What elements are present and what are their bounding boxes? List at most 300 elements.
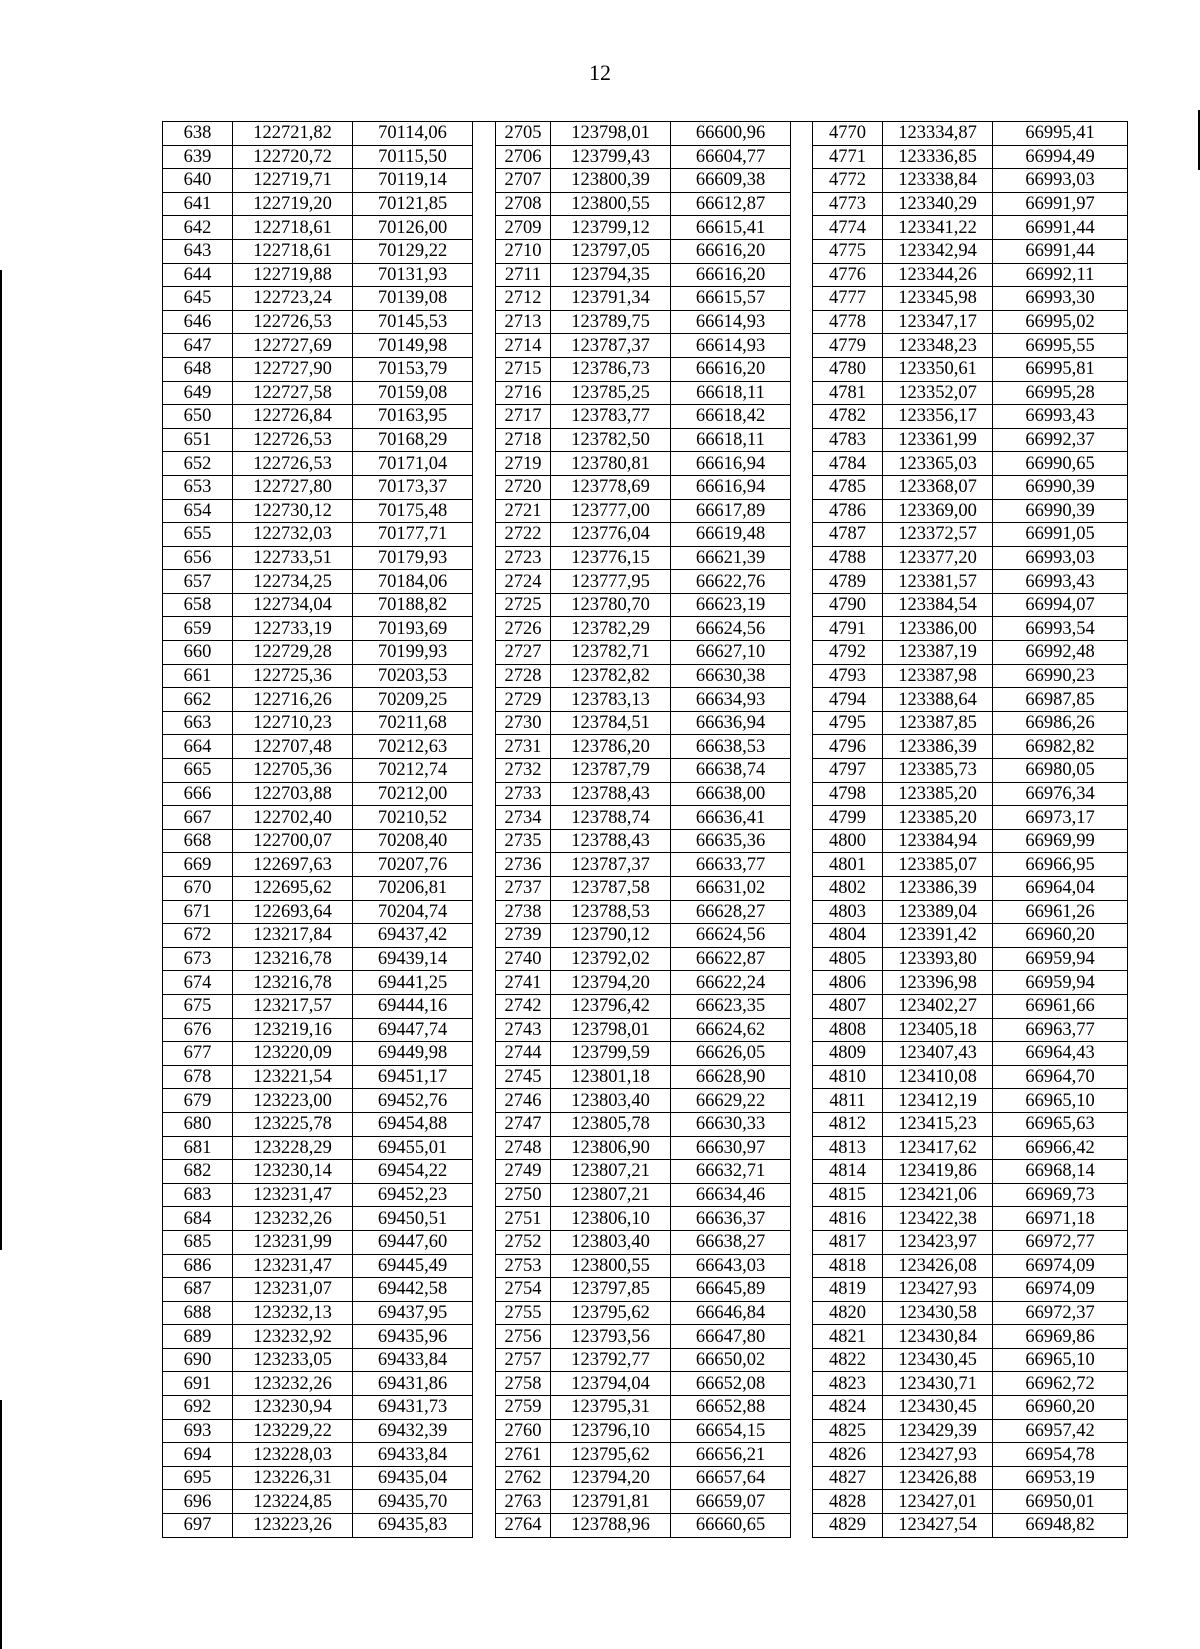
column-gap — [473, 877, 496, 901]
block-2-x-coordinate: 123798,01 — [551, 1018, 671, 1042]
block-1-point-number: 648 — [163, 357, 233, 381]
block-2-y-coordinate: 66638,27 — [671, 1230, 791, 1254]
block-2-x-coordinate: 123792,77 — [551, 1348, 671, 1372]
block-2-x-coordinate: 123794,35 — [551, 263, 671, 287]
block-2-point-number: 2750 — [496, 1183, 551, 1207]
block-2-point-number: 2729 — [496, 688, 551, 712]
block-1-y-coordinate: 70163,95 — [353, 405, 473, 429]
block-3-point-number: 4781 — [813, 381, 883, 405]
block-2-x-coordinate: 123784,51 — [551, 711, 671, 735]
block-1-point-number: 689 — [163, 1325, 233, 1349]
block-1-x-coordinate: 123231,99 — [233, 1230, 353, 1254]
block-1-x-coordinate: 122693,64 — [233, 900, 353, 924]
column-gap — [473, 169, 496, 193]
block-2-point-number: 2744 — [496, 1042, 551, 1066]
block-2-y-coordinate: 66626,05 — [671, 1042, 791, 1066]
block-1-x-coordinate: 122718,61 — [233, 239, 353, 263]
block-2-point-number: 2711 — [496, 263, 551, 287]
block-3-point-number: 4794 — [813, 688, 883, 712]
block-1-x-coordinate: 123231,47 — [233, 1254, 353, 1278]
block-3-y-coordinate: 66995,55 — [993, 334, 1128, 358]
block-3-point-number: 4810 — [813, 1065, 883, 1089]
block-3-x-coordinate: 123340,29 — [883, 192, 993, 216]
block-2-x-coordinate: 123788,74 — [551, 806, 671, 830]
block-1-point-number: 674 — [163, 971, 233, 995]
block-2-y-coordinate: 66654,15 — [671, 1419, 791, 1443]
block-1-point-number: 666 — [163, 782, 233, 806]
block-3-point-number: 4784 — [813, 452, 883, 476]
block-3-point-number: 4796 — [813, 735, 883, 759]
block-3-x-coordinate: 123405,18 — [883, 1018, 993, 1042]
table-row — [163, 405, 1128, 429]
block-2-x-coordinate: 123798,01 — [551, 122, 671, 146]
block-1-point-number: 688 — [163, 1301, 233, 1325]
block-3-point-number: 4782 — [813, 405, 883, 429]
block-3-x-coordinate: 123384,94 — [883, 829, 993, 853]
block-2-point-number: 2725 — [496, 593, 551, 617]
block-1-point-number: 696 — [163, 1490, 233, 1514]
column-gap — [791, 122, 813, 146]
block-1-y-coordinate: 70119,14 — [353, 169, 473, 193]
column-gap — [791, 1514, 813, 1538]
block-2-x-coordinate: 123803,40 — [551, 1089, 671, 1113]
table-row — [163, 641, 1128, 665]
block-1-y-coordinate: 69445,49 — [353, 1254, 473, 1278]
block-1-x-coordinate: 122734,04 — [233, 593, 353, 617]
column-gap — [791, 287, 813, 311]
left-edge-scan-mark — [0, 1400, 2, 1649]
block-1-x-coordinate: 122726,53 — [233, 310, 353, 334]
block-1-point-number: 638 — [163, 122, 233, 146]
block-3-y-coordinate: 66991,05 — [993, 523, 1128, 547]
block-1-x-coordinate: 123216,78 — [233, 947, 353, 971]
column-gap — [473, 1372, 496, 1396]
block-3-x-coordinate: 123426,08 — [883, 1254, 993, 1278]
block-3-y-coordinate: 66974,09 — [993, 1278, 1128, 1302]
table-row — [163, 829, 1128, 853]
block-2-point-number: 2706 — [496, 145, 551, 169]
column-gap — [473, 1514, 496, 1538]
block-2-x-coordinate: 123800,55 — [551, 1254, 671, 1278]
block-3-point-number: 4793 — [813, 664, 883, 688]
block-2-x-coordinate: 123777,00 — [551, 499, 671, 523]
block-2-point-number: 2745 — [496, 1065, 551, 1089]
table-row — [163, 169, 1128, 193]
block-1-y-coordinate: 70188,82 — [353, 593, 473, 617]
block-3-y-coordinate: 66993,03 — [993, 169, 1128, 193]
block-1-x-coordinate: 123229,22 — [233, 1419, 353, 1443]
block-1-x-coordinate: 122726,84 — [233, 405, 353, 429]
block-2-y-coordinate: 66643,03 — [671, 1254, 791, 1278]
block-1-y-coordinate: 69437,95 — [353, 1301, 473, 1325]
column-gap — [473, 971, 496, 995]
block-1-point-number: 658 — [163, 593, 233, 617]
column-gap — [473, 782, 496, 806]
column-gap — [473, 1089, 496, 1113]
block-2-point-number: 2756 — [496, 1325, 551, 1349]
table-row — [163, 1160, 1128, 1184]
block-3-point-number: 4787 — [813, 523, 883, 547]
column-gap — [473, 405, 496, 429]
block-1-y-coordinate: 69455,01 — [353, 1136, 473, 1160]
block-1-x-coordinate: 122705,36 — [233, 759, 353, 783]
block-3-x-coordinate: 123384,54 — [883, 593, 993, 617]
block-1-y-coordinate: 70139,08 — [353, 287, 473, 311]
block-2-y-coordinate: 66618,11 — [671, 428, 791, 452]
block-3-x-coordinate: 123429,39 — [883, 1419, 993, 1443]
block-3-x-coordinate: 123419,86 — [883, 1160, 993, 1184]
column-gap — [473, 122, 496, 146]
block-3-point-number: 4811 — [813, 1089, 883, 1113]
column-gap — [473, 947, 496, 971]
column-gap — [473, 310, 496, 334]
column-gap — [791, 1112, 813, 1136]
block-2-point-number: 2731 — [496, 735, 551, 759]
block-1-point-number: 670 — [163, 877, 233, 901]
block-2-point-number: 2708 — [496, 192, 551, 216]
block-2-y-coordinate: 66630,97 — [671, 1136, 791, 1160]
block-3-point-number: 4819 — [813, 1278, 883, 1302]
block-1-point-number: 653 — [163, 475, 233, 499]
column-gap — [473, 1042, 496, 1066]
block-3-x-coordinate: 123410,08 — [883, 1065, 993, 1089]
block-2-x-coordinate: 123795,62 — [551, 1443, 671, 1467]
column-gap — [791, 523, 813, 547]
column-gap — [791, 641, 813, 665]
column-gap — [473, 145, 496, 169]
block-3-point-number: 4791 — [813, 617, 883, 641]
column-gap — [473, 1183, 496, 1207]
column-gap — [791, 1160, 813, 1184]
block-2-x-coordinate: 123799,43 — [551, 145, 671, 169]
block-3-point-number: 4817 — [813, 1230, 883, 1254]
column-gap — [473, 475, 496, 499]
block-1-point-number: 649 — [163, 381, 233, 405]
block-1-y-coordinate: 69439,14 — [353, 947, 473, 971]
block-1-x-coordinate: 122700,07 — [233, 829, 353, 853]
block-1-y-coordinate: 69451,17 — [353, 1065, 473, 1089]
block-1-x-coordinate: 123232,26 — [233, 1372, 353, 1396]
table-row — [163, 1301, 1128, 1325]
block-3-point-number: 4800 — [813, 829, 883, 853]
block-3-y-coordinate: 66960,20 — [993, 1396, 1128, 1420]
block-2-y-coordinate: 66616,94 — [671, 452, 791, 476]
column-gap — [791, 759, 813, 783]
block-1-x-coordinate: 123217,84 — [233, 924, 353, 948]
block-3-y-coordinate: 66991,97 — [993, 192, 1128, 216]
block-1-x-coordinate: 123233,05 — [233, 1348, 353, 1372]
block-2-y-coordinate: 66614,93 — [671, 334, 791, 358]
column-gap — [473, 924, 496, 948]
block-1-y-coordinate: 69441,25 — [353, 971, 473, 995]
table-row — [163, 853, 1128, 877]
block-1-point-number: 695 — [163, 1466, 233, 1490]
table-row — [163, 1136, 1128, 1160]
block-3-point-number: 4780 — [813, 357, 883, 381]
column-gap — [473, 570, 496, 594]
block-3-y-coordinate: 66959,94 — [993, 971, 1128, 995]
block-1-point-number: 641 — [163, 192, 233, 216]
block-3-point-number: 4808 — [813, 1018, 883, 1042]
block-2-x-coordinate: 123787,37 — [551, 853, 671, 877]
block-3-point-number: 4799 — [813, 806, 883, 830]
block-2-point-number: 2760 — [496, 1419, 551, 1443]
table-row — [163, 1089, 1128, 1113]
block-1-point-number: 639 — [163, 145, 233, 169]
block-2-point-number: 2746 — [496, 1089, 551, 1113]
block-2-point-number: 2759 — [496, 1396, 551, 1420]
block-1-x-coordinate: 122719,88 — [233, 263, 353, 287]
column-gap — [791, 1466, 813, 1490]
block-1-x-coordinate: 123223,26 — [233, 1514, 353, 1538]
block-2-x-coordinate: 123780,70 — [551, 593, 671, 617]
column-gap — [473, 1490, 496, 1514]
column-gap — [791, 971, 813, 995]
block-1-y-coordinate: 70211,68 — [353, 711, 473, 735]
block-3-x-coordinate: 123368,07 — [883, 475, 993, 499]
block-2-x-coordinate: 123797,85 — [551, 1278, 671, 1302]
column-gap — [791, 1325, 813, 1349]
column-gap — [791, 593, 813, 617]
block-3-point-number: 4806 — [813, 971, 883, 995]
block-3-y-coordinate: 66964,70 — [993, 1065, 1128, 1089]
block-2-x-coordinate: 123791,34 — [551, 287, 671, 311]
column-gap — [791, 169, 813, 193]
table-row — [163, 1278, 1128, 1302]
block-3-point-number: 4773 — [813, 192, 883, 216]
block-3-y-coordinate: 66948,82 — [993, 1514, 1128, 1538]
block-1-x-coordinate: 122730,12 — [233, 499, 353, 523]
block-3-x-coordinate: 123345,98 — [883, 287, 993, 311]
block-1-x-coordinate: 122695,62 — [233, 877, 353, 901]
table-row — [163, 357, 1128, 381]
block-2-x-coordinate: 123795,31 — [551, 1396, 671, 1420]
block-2-y-coordinate: 66660,65 — [671, 1514, 791, 1538]
block-3-x-coordinate: 123387,85 — [883, 711, 993, 735]
column-gap — [473, 1301, 496, 1325]
block-1-point-number: 679 — [163, 1089, 233, 1113]
block-1-x-coordinate: 123216,78 — [233, 971, 353, 995]
block-3-point-number: 4795 — [813, 711, 883, 735]
block-2-y-coordinate: 66630,33 — [671, 1112, 791, 1136]
table-row — [163, 947, 1128, 971]
table-row — [163, 452, 1128, 476]
block-3-y-coordinate: 66994,49 — [993, 145, 1128, 169]
column-gap — [473, 711, 496, 735]
block-1-y-coordinate: 70199,93 — [353, 641, 473, 665]
column-gap — [791, 381, 813, 405]
table-row — [163, 735, 1128, 759]
block-3-y-coordinate: 66982,82 — [993, 735, 1128, 759]
block-1-point-number: 656 — [163, 546, 233, 570]
block-3-x-coordinate: 123423,97 — [883, 1230, 993, 1254]
block-3-y-coordinate: 66957,42 — [993, 1419, 1128, 1443]
block-3-point-number: 4771 — [813, 145, 883, 169]
table-row — [163, 759, 1128, 783]
block-2-y-coordinate: 66609,38 — [671, 169, 791, 193]
block-3-point-number: 4827 — [813, 1466, 883, 1490]
block-3-y-coordinate: 66965,10 — [993, 1089, 1128, 1113]
column-gap — [473, 239, 496, 263]
block-1-y-coordinate: 70149,98 — [353, 334, 473, 358]
block-2-x-coordinate: 123778,69 — [551, 475, 671, 499]
table-row — [163, 192, 1128, 216]
block-3-x-coordinate: 123372,57 — [883, 523, 993, 547]
column-gap — [791, 546, 813, 570]
block-3-y-coordinate: 66973,17 — [993, 806, 1128, 830]
block-3-x-coordinate: 123385,20 — [883, 806, 993, 830]
table-row — [163, 1018, 1128, 1042]
block-3-point-number: 4802 — [813, 877, 883, 901]
block-1-y-coordinate: 69449,98 — [353, 1042, 473, 1066]
block-2-x-coordinate: 123800,55 — [551, 192, 671, 216]
block-2-y-coordinate: 66638,74 — [671, 759, 791, 783]
block-2-y-coordinate: 66616,20 — [671, 263, 791, 287]
block-3-point-number: 4783 — [813, 428, 883, 452]
block-3-y-coordinate: 66991,44 — [993, 239, 1128, 263]
block-2-y-coordinate: 66628,90 — [671, 1065, 791, 1089]
block-1-point-number: 642 — [163, 216, 233, 240]
block-1-point-number: 655 — [163, 523, 233, 547]
block-2-point-number: 2735 — [496, 829, 551, 853]
block-3-y-coordinate: 66980,05 — [993, 759, 1128, 783]
block-2-y-coordinate: 66634,46 — [671, 1183, 791, 1207]
column-gap — [473, 641, 496, 665]
table-row — [163, 263, 1128, 287]
block-2-point-number: 2749 — [496, 1160, 551, 1184]
column-gap — [473, 994, 496, 1018]
block-1-y-coordinate: 70121,85 — [353, 192, 473, 216]
block-2-x-coordinate: 123782,50 — [551, 428, 671, 452]
block-3-y-coordinate: 66991,44 — [993, 216, 1128, 240]
column-gap — [791, 1042, 813, 1066]
table-row — [163, 216, 1128, 240]
block-3-y-coordinate: 66990,39 — [993, 499, 1128, 523]
block-2-x-coordinate: 123792,02 — [551, 947, 671, 971]
block-3-y-coordinate: 66993,43 — [993, 570, 1128, 594]
block-3-point-number: 4772 — [813, 169, 883, 193]
table-row — [163, 877, 1128, 901]
block-1-y-coordinate: 70159,08 — [353, 381, 473, 405]
block-1-x-coordinate: 123230,94 — [233, 1396, 353, 1420]
column-gap — [473, 263, 496, 287]
block-2-x-coordinate: 123794,20 — [551, 1466, 671, 1490]
block-2-y-coordinate: 66628,27 — [671, 900, 791, 924]
block-2-x-coordinate: 123788,96 — [551, 1514, 671, 1538]
block-3-y-coordinate: 66974,09 — [993, 1254, 1128, 1278]
block-2-y-coordinate: 66623,19 — [671, 593, 791, 617]
block-3-x-coordinate: 123430,45 — [883, 1348, 993, 1372]
block-1-y-coordinate: 69435,04 — [353, 1466, 473, 1490]
column-gap — [473, 523, 496, 547]
block-3-point-number: 4801 — [813, 853, 883, 877]
block-2-point-number: 2721 — [496, 499, 551, 523]
block-3-x-coordinate: 123356,17 — [883, 405, 993, 429]
block-2-point-number: 2754 — [496, 1278, 551, 1302]
block-1-x-coordinate: 122716,26 — [233, 688, 353, 712]
block-1-y-coordinate: 69447,60 — [353, 1230, 473, 1254]
table-row — [163, 924, 1128, 948]
block-2-x-coordinate: 123788,43 — [551, 782, 671, 806]
block-2-point-number: 2747 — [496, 1112, 551, 1136]
block-1-x-coordinate: 122721,82 — [233, 122, 353, 146]
block-1-x-coordinate: 123225,78 — [233, 1112, 353, 1136]
block-2-point-number: 2714 — [496, 334, 551, 358]
block-1-y-coordinate: 70175,48 — [353, 499, 473, 523]
block-2-y-coordinate: 66627,10 — [671, 641, 791, 665]
table-row — [163, 1065, 1128, 1089]
column-gap — [473, 192, 496, 216]
coordinates-table — [162, 121, 1128, 1538]
block-2-point-number: 2740 — [496, 947, 551, 971]
block-2-point-number: 2758 — [496, 1372, 551, 1396]
block-3-x-coordinate: 123369,00 — [883, 499, 993, 523]
block-1-y-coordinate: 69452,76 — [353, 1089, 473, 1113]
column-gap — [791, 1136, 813, 1160]
block-2-x-coordinate: 123789,75 — [551, 310, 671, 334]
block-3-y-coordinate: 66986,26 — [993, 711, 1128, 735]
block-1-y-coordinate: 70204,74 — [353, 900, 473, 924]
block-2-y-coordinate: 66622,76 — [671, 570, 791, 594]
block-1-x-coordinate: 122732,03 — [233, 523, 353, 547]
block-2-point-number: 2723 — [496, 546, 551, 570]
block-3-point-number: 4790 — [813, 593, 883, 617]
table-row — [163, 145, 1128, 169]
block-2-y-coordinate: 66647,80 — [671, 1325, 791, 1349]
block-1-x-coordinate: 122702,40 — [233, 806, 353, 830]
block-3-x-coordinate: 123430,58 — [883, 1301, 993, 1325]
block-3-point-number: 4821 — [813, 1325, 883, 1349]
block-2-x-coordinate: 123787,37 — [551, 334, 671, 358]
column-gap — [473, 900, 496, 924]
block-1-x-coordinate: 122727,90 — [233, 357, 353, 381]
block-2-y-coordinate: 66635,36 — [671, 829, 791, 853]
block-2-point-number: 2743 — [496, 1018, 551, 1042]
block-1-point-number: 654 — [163, 499, 233, 523]
block-3-x-coordinate: 123422,38 — [883, 1207, 993, 1231]
column-gap — [791, 475, 813, 499]
table-row — [163, 122, 1128, 146]
block-3-point-number: 4816 — [813, 1207, 883, 1231]
table-row — [163, 428, 1128, 452]
block-1-point-number: 643 — [163, 239, 233, 263]
block-3-point-number: 4822 — [813, 1348, 883, 1372]
block-3-y-coordinate: 66995,28 — [993, 381, 1128, 405]
block-1-point-number: 657 — [163, 570, 233, 594]
block-1-point-number: 647 — [163, 334, 233, 358]
column-gap — [473, 499, 496, 523]
block-3-x-coordinate: 123334,87 — [883, 122, 993, 146]
block-3-x-coordinate: 123396,98 — [883, 971, 993, 995]
column-gap — [473, 428, 496, 452]
table-row — [163, 1514, 1128, 1538]
column-gap — [473, 617, 496, 641]
column-gap — [791, 452, 813, 476]
table-row — [163, 1443, 1128, 1467]
column-gap — [791, 664, 813, 688]
block-1-x-coordinate: 123228,03 — [233, 1443, 353, 1467]
block-2-y-coordinate: 66659,07 — [671, 1490, 791, 1514]
block-3-y-coordinate: 66961,66 — [993, 994, 1128, 1018]
block-1-y-coordinate: 70177,71 — [353, 523, 473, 547]
block-3-point-number: 4798 — [813, 782, 883, 806]
block-2-point-number: 2732 — [496, 759, 551, 783]
block-1-y-coordinate: 70210,52 — [353, 806, 473, 830]
column-gap — [791, 900, 813, 924]
table-row — [163, 1325, 1128, 1349]
block-3-x-coordinate: 123430,45 — [883, 1396, 993, 1420]
block-3-y-coordinate: 66993,43 — [993, 405, 1128, 429]
